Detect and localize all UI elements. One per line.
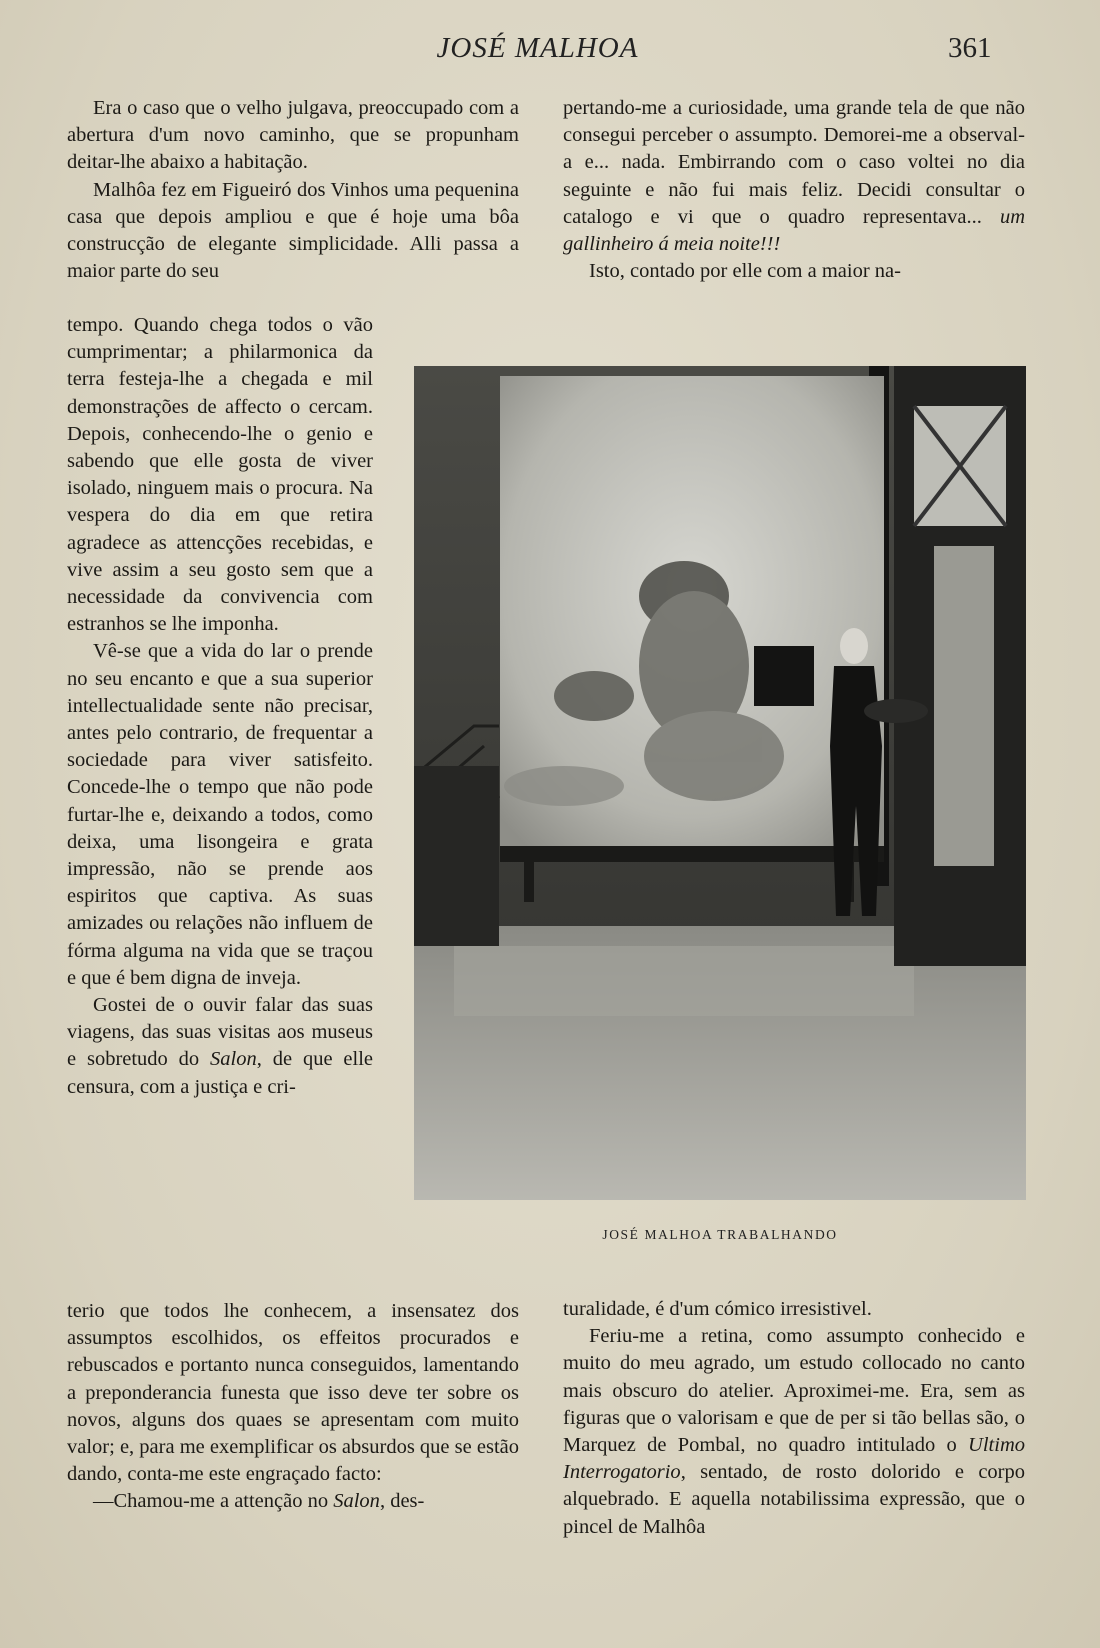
text-run: , sentado, de rosto dolorido e corpo alquebrado. E aquella notabilissima expressão, que o pincel de Malhôa	[563, 1461, 1025, 1538]
photo-illustration	[414, 366, 1026, 1200]
paragraph	[67, 1488, 519, 1515]
text-run: —Chamou-me a attenção no	[93, 1490, 334, 1513]
rug	[454, 946, 914, 1016]
left-column-bottom	[67, 1298, 519, 1516]
text-run: Gostei de o ouvir falar das suas viagens, das suas visitas aos museus e sobretudo do	[67, 994, 373, 1071]
left-column-top	[67, 95, 519, 285]
text-run: , des-	[379, 1490, 425, 1513]
easel-base	[500, 846, 884, 862]
paragraph: Era o caso que o velho julgava, preoccupado com a abertura d'um novo caminho, que se propunham deitar-lhe abaixo a habitação.	[67, 97, 519, 174]
italic-term: Salon	[210, 1048, 257, 1071]
italic-term: Ultimo Interrogatorio	[563, 1434, 1025, 1484]
text-run: Feriu-me a retina, como assumpto conhecido e muito do meu agrado, um estudo collocado no canto mais obscuro do atelier. Aproximei-me. Era, sem as figuras que o valorisam e que de per si tão bellas são, o Marquez de Pombal, no quadro intitulado o	[563, 1325, 1025, 1457]
text-run: pertando-me a curiosidade, uma grande tela de que não consegui perceber o assumpto. Demorei-me a observal-a e... nada. Embirrando com o caso voltei no dia seguinte e não fui mais feliz. Decidi consultar o catalogo e vi que o quadro representava...	[563, 97, 1025, 228]
paragraph	[563, 1323, 1025, 1541]
right-column-top	[563, 95, 1025, 285]
paragraph-continued: terio que todos lhe conhecem, a insensatez dos assumptos escolhidos, os effeitos procurados e rebuscados e portanto nunca conseguidos, lamentando a preponderancia funesta que isso deve ter sobre os novos, alguns dos quaes se apresentam com muito valor; e, para me exemplificar os absurdos que se estão dando, conta-me este engraçado facto:	[67, 1300, 519, 1486]
paragraph: Isto, contado por elle com a maior na-	[589, 260, 901, 283]
left-column-narrow	[67, 312, 373, 1101]
paragraph-continued: turalidade, é d'um cómico irresistivel.	[563, 1298, 872, 1320]
italic-term: um gallinheiro á meia noite!!!	[563, 205, 1025, 256]
figure-caption: JOSÉ MALHOA TRABALHANDO	[602, 1227, 838, 1242]
paragraph	[67, 992, 373, 1101]
running-head	[0, 32, 1100, 72]
paragraph-continued	[563, 95, 1025, 258]
text-run: , de que elle censura, com a justiça e cri-	[67, 1048, 373, 1098]
paragraph: Malhôa fez em Figueiró dos Vinhos uma pequenina casa que depois ampliou e que é hoje uma bôa construcção de elegante simplicidade. Alli passa a maior parte do seu	[67, 178, 519, 283]
page-title: JOSÉ MALHOA	[436, 32, 639, 64]
page-number: 361	[948, 32, 992, 64]
italic-term: Salon	[333, 1490, 380, 1513]
photograph-malhoa-painting	[414, 366, 1026, 1200]
paragraph-continued: tempo. Quando chega todos o vão cumprimentar; a philarmonica da terra festeja-lhe a chegada e mil demonstrações de affecto o cercam. Depois, conhecendo-lhe o genio e sabendo que elle gosta de viver isolado, ninguem mais o procura. Na vespera do dia em que retira agradece as attencções recebidas, e vive assim a seu gosto sem que a necessidade da convivencia com estranhos se lhe imponha.	[67, 314, 373, 636]
paragraph: Vê-se que a vida do lar o prende no seu encanto e que a sua superior intellectualidade sente não precisar, antes pelo contrario, de frequentar a sociedade para viver satisfeito. Concede-lhe o tempo que não pode furtar-lhe e, deixando a todos, como deixa, uma lisongeira e grata impressão, não se prende aos espiritos que captiva. As suas amizades ou relações não influem de fórma alguma na vida que se traçou e que é bem digna de inveja.	[67, 640, 373, 989]
right-column-bottom	[563, 1296, 1025, 1541]
piano	[754, 646, 814, 706]
